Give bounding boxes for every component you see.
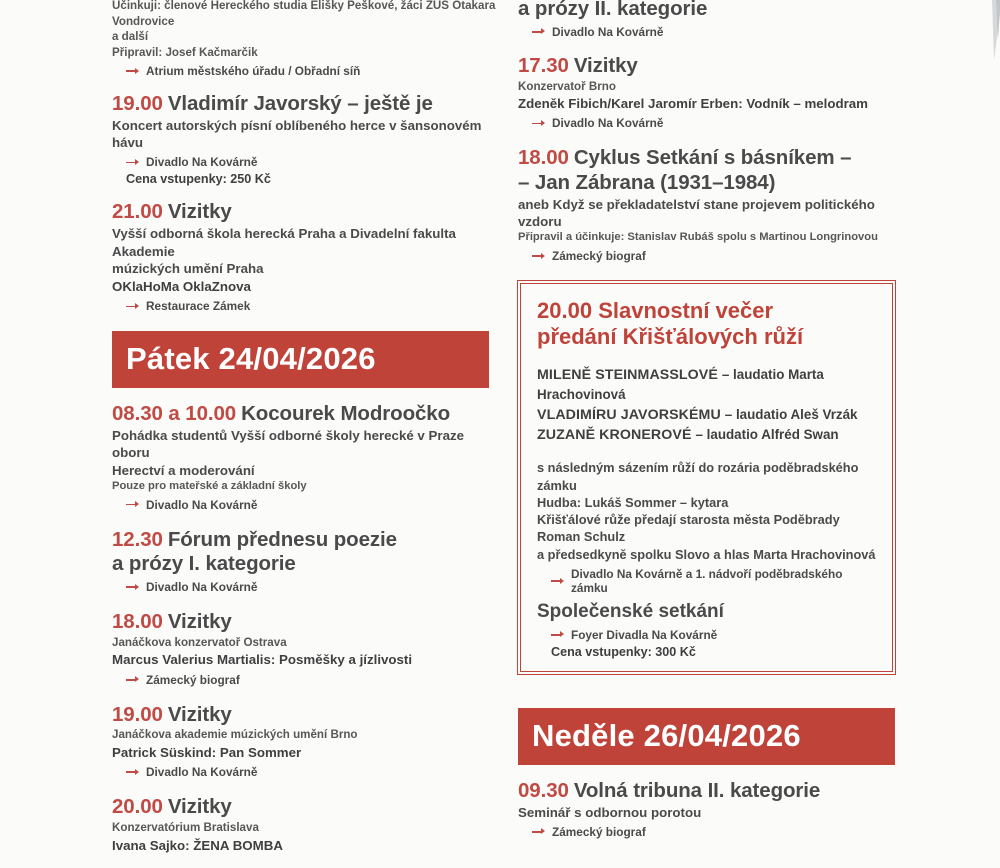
event-1900-javorsky <box>112 92 502 186</box>
venue-row <box>551 628 876 642</box>
event-title <box>112 795 502 819</box>
venue-label: Zámecký biograf <box>552 824 646 839</box>
venue-label: Divadlo Na Kovárně <box>146 155 258 170</box>
event-description-line2: Herectví a moderování <box>112 462 255 478</box>
event-description-line1: Pohádka studentů Vyšší odborné školy herecké v Praze oboru <box>112 428 465 461</box>
event-title-text: Vizitky <box>573 53 638 77</box>
event-title <box>518 54 908 78</box>
venue-row <box>532 25 908 39</box>
event-title <box>112 703 502 727</box>
event-partial-top-left <box>112 0 502 78</box>
event-time: 21.00 <box>112 200 163 224</box>
event-time: 18.00 <box>112 610 163 634</box>
laureate-laudatio: – laudatio Marta Hrachovinová <box>537 366 824 402</box>
gala-paragraph: Hudba: Lukáš Sommer – kytara <box>537 494 729 510</box>
gala-time: 20.00 <box>537 298 593 323</box>
arrow-right-icon <box>551 577 564 585</box>
event-title-text: Vizitky <box>167 610 232 634</box>
gala-sub-heading: Společenské setkání <box>537 601 724 622</box>
venue-label: Divadlo Na Kovárně <box>146 497 258 512</box>
event-title-text: Vizitky <box>167 200 232 224</box>
event-school: Konzervatoř Brno <box>518 79 616 93</box>
arrow-right-icon <box>532 828 545 836</box>
venue-row <box>126 765 502 779</box>
arrow-right-icon <box>126 158 139 166</box>
event-title <box>112 528 502 552</box>
gala-paragraph: a předsedkyně spolku Slovo a hlas Marta Hrachovinová <box>537 546 876 562</box>
arrow-right-icon <box>126 583 139 591</box>
performers-line-cont: a další <box>112 30 149 44</box>
event-school: Janáčkova akademie múzických umění Brno <box>112 728 358 742</box>
event-time: 18.00 <box>518 146 569 170</box>
event-title-line2: – Jan Zábrana (1931–1984) <box>518 171 776 195</box>
gala-highlight-box <box>520 283 893 672</box>
event-work-title: OKlaHoMa OklaZnova <box>112 279 251 295</box>
laureate-row <box>537 425 876 445</box>
venue-label: Divadlo Na Kovárně a 1. nádvoří poděbradského zámku <box>571 567 843 595</box>
event-title-text: Volná tribuna II. kategorie <box>573 778 821 802</box>
event-1800-vizitky <box>112 610 502 687</box>
laureate-name: ZUZANĚ KRONEROVÉ <box>537 427 692 444</box>
venue-row <box>532 116 908 130</box>
venue-label: Divadlo Na Kovárně <box>146 580 258 595</box>
gala-title-line2: předání Křišťálových růží <box>537 324 804 350</box>
event-2000-vizitky <box>112 795 502 854</box>
event-1730-vizitky <box>518 54 908 131</box>
event-title <box>112 610 502 634</box>
venue-label: Foyer Divadla Na Kovárně <box>571 627 718 642</box>
event-title <box>112 402 502 426</box>
event-title-line2: a prózy I. kategorie <box>112 552 296 576</box>
event-0830-kocourek <box>112 402 502 511</box>
event-time: 19.00 <box>112 92 163 116</box>
gala-paragraph: s následným sázením růží do rozária poděbradského zámku <box>537 460 859 493</box>
event-title-text: Vizitky <box>167 795 232 819</box>
laureate-name: MILENĚ STEINMASSLOVÉ <box>537 366 718 383</box>
day-banner-friday: Pátek 24/04/2026 <box>112 331 489 388</box>
arrow-right-icon <box>532 252 545 260</box>
event-description: Koncert autorských písní oblíbeného herce v šansonovém hávu <box>112 117 482 151</box>
event-title-text: Vladimír Javorský – ještě je <box>167 92 433 116</box>
event-description: Seminář s odbornou porotou <box>518 804 702 820</box>
event-time: 19.00 <box>112 702 163 726</box>
laureate-row <box>537 365 876 405</box>
event-title-text: Cyklus Setkání s básníkem – <box>573 146 852 170</box>
venue-row <box>532 825 908 839</box>
venue-row <box>126 155 502 169</box>
gala-title-line1: Slavnostní večer <box>598 298 774 323</box>
right-column <box>518 0 908 853</box>
venue-row <box>126 64 502 78</box>
event-description: aneb Když se překladatelství stane projevem politického vzdoru <box>518 196 875 230</box>
arrow-right-icon <box>126 67 139 75</box>
event-0930-volna-tribuna <box>518 779 908 839</box>
event-title-text: Vizitky <box>167 702 232 726</box>
event-title-continuation: a prózy II. kategorie <box>518 0 708 20</box>
event-time: 08.30 a 10.00 <box>112 402 237 426</box>
performers-line: Účinkuji: členové Hereckého studia Elišky Peškové, žáci ZUŠ Otakara Vondrovice <box>112 0 496 28</box>
arrow-right-icon <box>126 501 139 509</box>
event-1230-forum <box>112 528 502 595</box>
arrow-right-icon <box>126 302 139 310</box>
event-work-title: Ivana Sajko: ŽENA BOMBA <box>112 837 283 853</box>
arrow-right-icon <box>126 768 139 776</box>
arrow-right-icon <box>532 119 545 127</box>
event-1900-vizitky <box>112 703 502 780</box>
arrow-right-icon <box>532 28 545 36</box>
event-time: 12.30 <box>112 527 163 551</box>
event-time: 17.30 <box>518 53 569 77</box>
event-title <box>518 779 908 803</box>
event-note: Připravil a účinkuje: Stanislav Rubáš spolu s Martinou Longrinovou <box>518 231 878 244</box>
event-partial-top-right <box>518 0 908 39</box>
venue-row <box>551 567 876 595</box>
laureate-row <box>537 405 876 425</box>
venue-label: Zámecký biograf <box>146 672 240 687</box>
laureate-laudatio: – laudatio Alfréd Swan <box>695 427 839 443</box>
ticket-price: Cena vstupenky: 300 Kč <box>551 644 696 659</box>
event-title <box>112 200 502 224</box>
venue-label: Divadlo Na Kovárně <box>552 116 664 131</box>
ticket-price: Cena vstupenky: 250 Kč <box>126 172 271 187</box>
event-title <box>518 146 908 170</box>
event-work-title: Zdeněk Fibich/Karel Jaromír Erben: Vodník – melodram <box>518 96 868 112</box>
left-column <box>112 0 502 868</box>
gala-title <box>537 298 876 351</box>
venue-row <box>126 580 502 594</box>
arrow-right-icon <box>126 676 139 684</box>
venue-row <box>126 498 502 512</box>
event-school-line1: Vyšší odborná škola herecká Praha a Divadelní fakulta Akademie <box>112 226 456 259</box>
venue-label: Atrium městského úřadu / Obřadní síň <box>146 64 361 79</box>
event-time: 09.30 <box>518 778 569 802</box>
venue-label: Restaurace Zámek <box>146 299 251 314</box>
prepared-by-line: Připravil: Josef Kačmarčik <box>112 45 258 59</box>
event-title-text: Fórum přednesu poezie <box>167 527 397 551</box>
event-work-title: Patrick Süskind: Pan Sommer <box>112 744 302 760</box>
arrow-right-icon <box>551 631 564 639</box>
laureate-laudatio: – laudatio Aleš Vrzák <box>724 407 858 423</box>
event-note: Pouze pro mateřské a základní školy <box>112 479 307 492</box>
event-1800-cyklus-setkani <box>518 146 908 263</box>
venue-row <box>532 249 908 263</box>
event-title <box>112 92 502 116</box>
event-title-text: Kocourek Modroočko <box>241 402 451 426</box>
venue-row <box>126 673 502 687</box>
event-school: Janáčkova konzervatoř Ostrava <box>112 635 287 649</box>
venue-label: Divadlo Na Kovárně <box>146 765 258 780</box>
event-time: 20.00 <box>112 795 163 819</box>
event-work-title: Marcus Valerius Martialis: Posměšky a jízlivosti <box>112 652 413 668</box>
laureate-name: VLADIMÍRU JAVORSKÉMU <box>537 407 721 424</box>
event-2100-vizitky <box>112 200 502 313</box>
gala-paragraph: Křišťálové růže předají starosta města Poděbrady Roman Schulz <box>537 512 840 545</box>
venue-label: Zámecký biograf <box>552 249 646 263</box>
venue-label: Divadlo Na Kovárně <box>552 24 664 39</box>
event-school-line2: múzických umění Praha <box>112 260 264 276</box>
day-banner-sunday: Neděle 26/04/2026 <box>518 708 895 765</box>
event-school: Konzervatórium Bratislava <box>112 820 259 834</box>
venue-row <box>126 299 502 313</box>
